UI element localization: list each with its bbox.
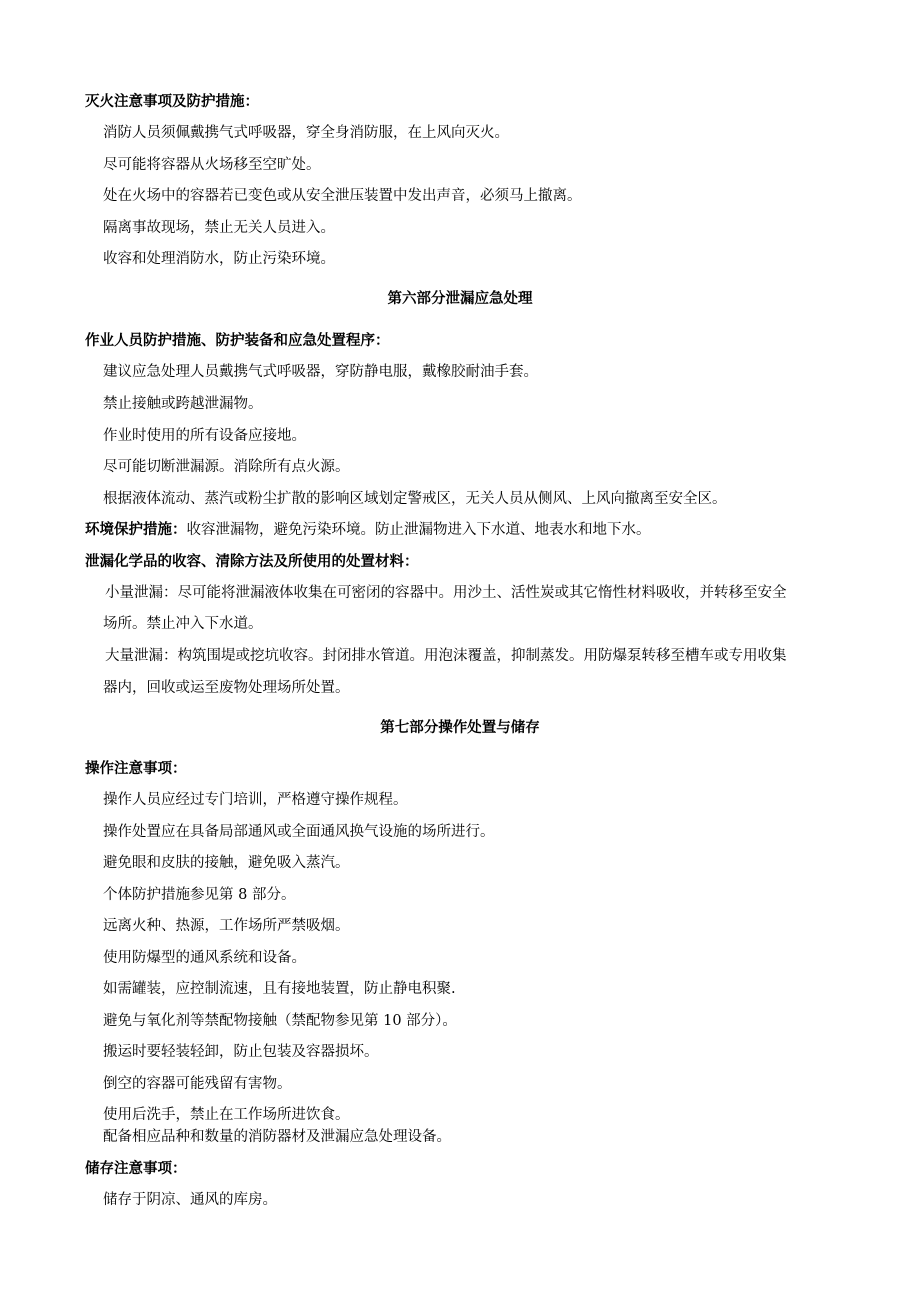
section-6-title: 第六部分泄漏应急处理 <box>387 291 533 307</box>
operation-item-9: 搬运时要轻装轻卸，防止包装及容器损坏。 <box>103 1044 379 1060</box>
small-leak-line-2: 场所。禁止冲入下水道。 <box>103 616 263 632</box>
storage-precautions-heading: 储存注意事项： <box>85 1161 187 1177</box>
fire-item-5: 收容和处理消防水，防止污染环境。 <box>103 251 335 267</box>
fire-item-2: 尽可能将容器从火场移至空旷处。 <box>103 157 321 173</box>
personnel-item-3: 作业时使用的所有设备应接地。 <box>103 428 306 444</box>
environment-protection-label: 环境保护措施： <box>85 522 187 538</box>
environment-protection-text: 收容泄漏物，避免污染环境。防止泄漏物进入下水道、地表水和地下水。 <box>186 522 651 538</box>
operation-item-2: 操作处置应在具备局部通风或全面通风换气设施的场所进行。 <box>103 824 495 840</box>
section-7-title: 第七部分操作处置与储存 <box>380 720 540 736</box>
cleanup-methods-heading: 泄漏化学品的收容、清除方法及所使用的处置材料： <box>85 554 419 570</box>
operation-item-3: 避免眼和皮肤的接触，避免吸入蒸汽。 <box>103 855 350 871</box>
operation-item-1: 操作人员应经过专门培训，严格遵守操作规程。 <box>103 792 408 808</box>
operation-precautions-heading: 操作注意事项： <box>85 761 187 777</box>
operation-item-10: 倒空的容器可能残留有害物。 <box>103 1076 292 1092</box>
storage-item-1: 储存于阴凉、通风的库房。 <box>103 1192 277 1208</box>
operation-item-7: 如需罐装，应控制流速，且有接地装置，防止静电积聚. <box>103 981 456 997</box>
large-leak-line-2: 器内，回收或运至废物处理场所处置。 <box>103 680 350 696</box>
operation-item-12: 配备相应品种和数量的消防器材及泄漏应急处理设备。 <box>103 1129 451 1145</box>
personnel-item-4: 尽可能切断泄漏源。消除所有点火源。 <box>103 459 350 475</box>
operation-item-6: 使用防爆型的通风系统和设备。 <box>103 950 306 966</box>
personnel-protection-heading: 作业人员防护措施、防护装备和应急处置程序： <box>85 333 390 349</box>
personnel-item-5: 根据液体流动、蒸汽或粉尘扩散的影响区域划定警戒区，无关人员从侧风、上风向撤离至安全区。 <box>103 491 727 507</box>
operation-item-8: 避免与氧化剂等禁配物接触（禁配物参见第 10 部分）。 <box>103 1013 457 1029</box>
small-leak-line-1: 小量泄漏：尽可能将泄漏液体收集在可密闭的容器中。用沙土、活性炭或其它惰性材料吸收，并转移至安全 <box>105 585 787 601</box>
personnel-item-1: 建议应急处理人员戴携气式呼吸器，穿防静电服，戴橡胶耐油手套。 <box>103 364 538 380</box>
fire-item-3: 处在火场中的容器若已变色或从安全泄压装置中发出声音，必须马上撤离。 <box>103 188 582 204</box>
fire-item-4: 隔离事故现场，禁止无关人员进入。 <box>103 220 335 236</box>
personnel-item-2: 禁止接触或跨越泄漏物。 <box>103 396 263 412</box>
fire-item-1: 消防人员须佩戴携气式呼吸器，穿全身消防服，在上风向灭火。 <box>103 125 509 141</box>
operation-item-4: 个体防护措施参见第 8 部分。 <box>103 887 296 903</box>
operation-item-11: 使用后洗手，禁止在工作场所进饮食。 <box>103 1107 350 1123</box>
fire-precautions-heading: 灭火注意事项及防护措施： <box>85 94 259 110</box>
large-leak-line-1: 大量泄漏：构筑围堤或挖坑收容。封闭排水管道。用泡沫覆盖，抑制蒸发。用防爆泵转移至槽车或专用收集 <box>105 648 787 664</box>
environment-protection-line <box>85 520 651 540</box>
operation-item-5: 远离火种、热源，工作场所严禁吸烟。 <box>103 918 350 934</box>
